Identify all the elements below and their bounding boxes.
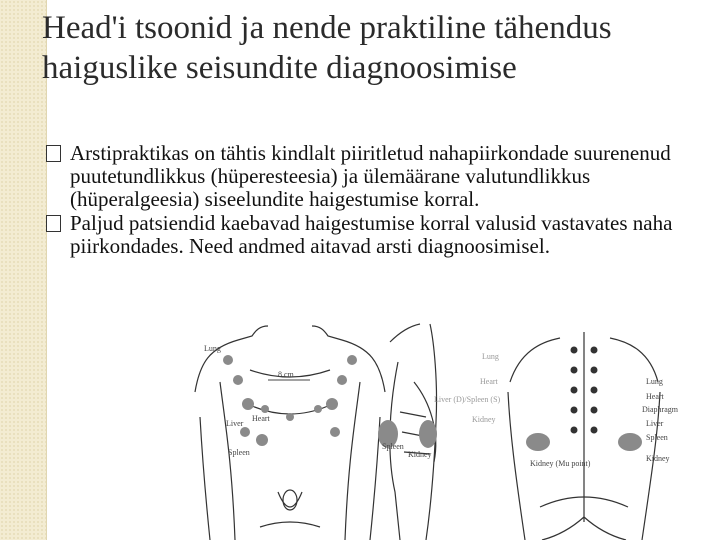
side-kidney-label: Kidney [408,450,432,459]
back-right-label-liver: Liver [646,419,664,428]
decorative-side-strip [0,0,46,540]
front-zones [223,355,357,446]
slide-title: Head'i tsoonid ja nende praktiline tähendus haiguslike seisundite diagnoosimise [42,10,612,86]
bullet-item [44,212,704,258]
back-right-label-lung: Lung [646,377,663,386]
bullet-list [44,142,704,259]
front-measure-label: 8 cm [278,370,294,379]
bullet-text: Paljud patsiendid kaebavad haigestumise korral valusid vastavates naha piirkondades. Need andmed aitavad arsti diagnoosimisel. [70,211,673,258]
front-liver-label: Liver [226,419,244,428]
back-right-label-kidney: Kidney [646,454,670,463]
back-kidney-mu-label: Kidney (Mu point) [530,459,591,468]
back-right-label-spleen: Spleen [646,433,668,442]
front-spleen-label: Spleen [228,448,250,457]
back-liver-spleen-label: Liver (D)/Spleen (S) [434,395,501,404]
bullet-box-icon [46,215,61,232]
back-heart-label: Heart [480,377,498,386]
bullet-box-icon [46,145,61,162]
front-heart-label: Heart [252,414,270,423]
body-zones-illustration [190,322,690,540]
bullet-item [44,142,704,211]
back-right-label-heart: Heart [646,392,664,401]
bullet-text: Arstipraktikas on tähtis kindlalt piiritletud nahapiirkondade suurenenud puutetundlikkus (hüperesteesia) ja ülemäärane valutundlikkus (hüperalgeesia) siseelundite haigestumise korral. [70,141,671,211]
front-lung-label: Lung [204,344,221,353]
back-lung-label: Lung [482,352,499,361]
head-zones-figure [190,322,690,540]
back-right-label-diaphragm: Diaphragm [642,405,678,414]
side-spleen-label: Spleen [382,442,404,451]
back-kidney-label: Kidney [472,415,496,424]
